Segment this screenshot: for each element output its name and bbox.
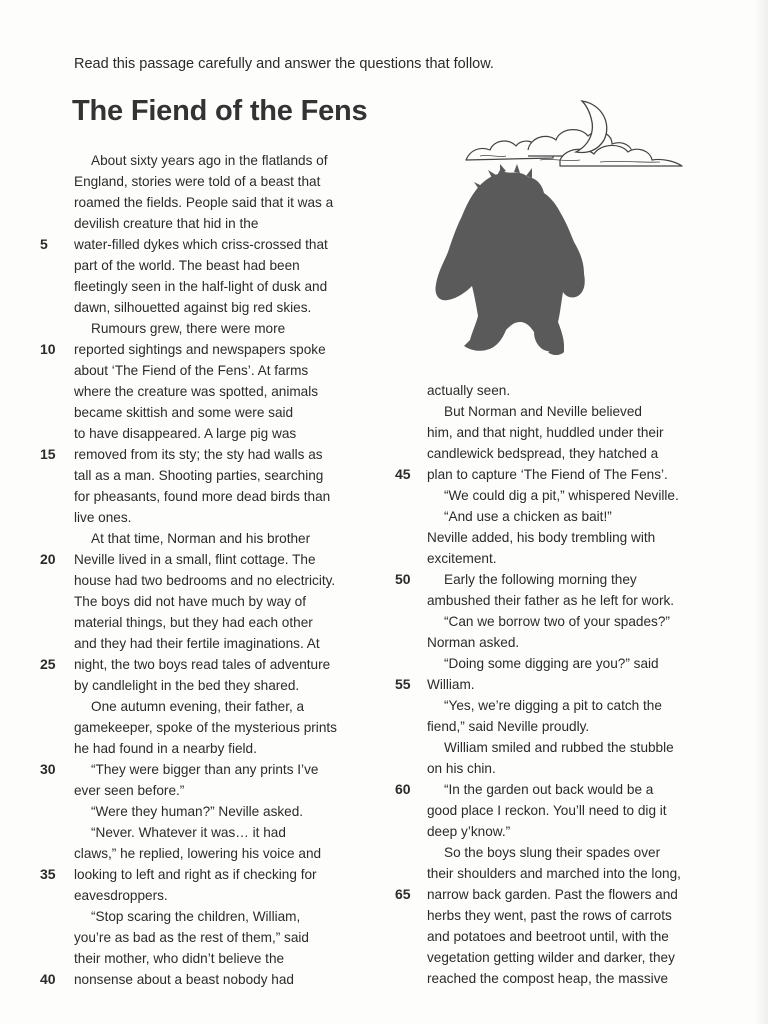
passage-line: “In the garden out back would be a bbox=[444, 782, 654, 797]
passage-line: Norman asked. bbox=[427, 635, 520, 650]
passage-line: ambushed their father as he left for work. bbox=[427, 593, 675, 608]
passage-line: Early the following morning they bbox=[444, 572, 637, 587]
scan-edge-shadow bbox=[754, 0, 768, 1024]
passage-line: ever seen before.” bbox=[74, 783, 185, 798]
line-number: 20 bbox=[40, 551, 56, 567]
line-number: 55 bbox=[395, 676, 411, 692]
line-number: 65 bbox=[395, 886, 411, 902]
passage-line: him, and that night, huddled under their bbox=[427, 425, 664, 440]
line-number: 50 bbox=[395, 571, 411, 587]
instruction-text: Read this passage carefully and answer the questions that follow. bbox=[74, 56, 494, 72]
passage-line: “They were bigger than any prints I’ve bbox=[91, 762, 319, 777]
passage-line: house had two bedrooms and no electricity. bbox=[74, 573, 336, 588]
line-number: 25 bbox=[40, 656, 56, 672]
passage-line: where the creature was spotted, animals bbox=[74, 384, 319, 399]
passage-line: their mother, who didn’t believe the bbox=[74, 951, 285, 966]
line-number: 35 bbox=[40, 866, 56, 882]
passage-line: and they had their fertile imaginations. At bbox=[74, 636, 320, 651]
crescent-moon-icon bbox=[576, 101, 607, 153]
passage-line: roamed the fields. People said that it was a bbox=[74, 195, 334, 210]
line-number: 30 bbox=[40, 761, 56, 777]
fiend-silhouette-icon bbox=[436, 164, 585, 355]
line-number: 45 bbox=[395, 466, 411, 482]
passage-line: dawn, silhouetted against big red skies. bbox=[74, 300, 312, 315]
passage-line: he had found in a nearby field. bbox=[74, 741, 257, 756]
passage-line: tall as a man. Shooting parties, searching bbox=[74, 468, 324, 483]
line-number: 10 bbox=[40, 341, 56, 357]
passage-line: “Stop scaring the children, William, bbox=[91, 909, 301, 924]
passage-line: claws,” he replied, lowering his voice and bbox=[74, 846, 322, 861]
line-number: 5 bbox=[40, 236, 48, 252]
passage-line: vegetation getting wilder and darker, they bbox=[427, 950, 675, 965]
line-number: 40 bbox=[40, 971, 56, 987]
passage-line: their shoulders and marched into the long, bbox=[427, 866, 681, 881]
passage-line: William smiled and rubbed the stubble bbox=[444, 740, 674, 755]
passage-line: fiend,” said Neville proudly. bbox=[427, 719, 590, 734]
passage-line: about ‘The Fiend of the Fens’. At farms bbox=[74, 363, 309, 378]
passage-line: Rumours grew, there were more bbox=[91, 321, 286, 336]
passage-line: plan to capture ‘The Fiend of The Fens’. bbox=[427, 467, 668, 482]
passage-line: deep y’know.” bbox=[427, 824, 511, 839]
line-number: 15 bbox=[40, 446, 56, 462]
passage-line: England, stories were told of a beast that bbox=[74, 174, 321, 189]
passage-line: looking to left and right as if checking for bbox=[74, 867, 317, 882]
passage-line: night, the two boys read tales of adventure bbox=[74, 657, 331, 672]
passage-line: eavesdroppers. bbox=[74, 888, 168, 903]
passage-line: nonsense about a beast nobody had bbox=[74, 972, 294, 987]
passage-line: “Yes, we’re digging a pit to catch the bbox=[444, 698, 662, 713]
passage-line: part of the world. The beast had been bbox=[74, 258, 300, 273]
passage-line: herbs they went, past the rows of carrots bbox=[427, 908, 672, 923]
passage-line: So the boys slung their spades over bbox=[444, 845, 661, 860]
passage-line: material things, but they had each other bbox=[74, 615, 313, 630]
passage-line: The boys did not have much by way of bbox=[74, 594, 306, 609]
passage-line: water-filled dykes which criss-crossed that bbox=[74, 237, 328, 252]
passage-line: devilish creature that hid in the bbox=[74, 216, 259, 231]
passage-line: live ones. bbox=[74, 510, 132, 525]
passage-title: The Fiend of the Fens bbox=[72, 95, 368, 127]
passage-line: excitement. bbox=[427, 551, 497, 566]
passage-line: you’re as bad as the rest of them,” said bbox=[74, 930, 309, 945]
passage-line: “We could dig a pit,” whispered Neville. bbox=[444, 488, 679, 503]
passage-line: One autumn evening, their father, a bbox=[91, 699, 305, 714]
passage-line: At that time, Norman and his brother bbox=[91, 531, 311, 546]
passage-line: gamekeeper, spoke of the mysterious prints bbox=[74, 720, 337, 735]
passage-line: narrow back garden. Past the flowers and bbox=[427, 887, 678, 902]
passage-line: candlewick bedspread, they hatched a bbox=[427, 446, 659, 461]
passage-line: actually seen. bbox=[427, 383, 511, 398]
passage-line: William. bbox=[427, 677, 475, 692]
passage-line: “And use a chicken as bait!” bbox=[444, 509, 612, 524]
passage-line: “Doing some digging are you?” said bbox=[444, 656, 659, 671]
passage-line: good place I reckon. You’ll need to dig it bbox=[427, 803, 667, 818]
passage-line: reached the compost heap, the massive bbox=[427, 971, 669, 986]
passage-line: “Were they human?” Neville asked. bbox=[91, 804, 304, 819]
clouds-icon bbox=[466, 130, 682, 166]
passage-line: by candlelight in the bed they shared. bbox=[74, 678, 300, 693]
passage-line: Neville added, his body trembling with bbox=[427, 530, 656, 545]
passage-line: “Never. Whatever it was… it had bbox=[91, 825, 286, 840]
passage-line: About sixty years ago in the flatlands of bbox=[91, 153, 328, 168]
line-number: 60 bbox=[395, 781, 411, 797]
passage-line: fleetingly seen in the half-light of dusk and bbox=[74, 279, 328, 294]
passage-line: removed from its sty; the sty had walls as bbox=[74, 447, 323, 462]
passage-line: became skittish and some were said bbox=[74, 405, 294, 420]
passage-line: and potatoes and beetroot until, with the bbox=[427, 929, 669, 944]
passage-line: But Norman and Neville believed bbox=[444, 404, 642, 419]
passage-line: for pheasants, found more dead birds than bbox=[74, 489, 331, 504]
passage-line: on his chin. bbox=[427, 761, 496, 776]
passage-line: reported sightings and newspapers spoke bbox=[74, 342, 326, 357]
passage-line: “Can we borrow two of your spades?” bbox=[444, 614, 670, 629]
passage-line: to have disappeared. A large pig was bbox=[74, 426, 297, 441]
passage-line: Neville lived in a small, flint cottage. The bbox=[74, 552, 316, 567]
